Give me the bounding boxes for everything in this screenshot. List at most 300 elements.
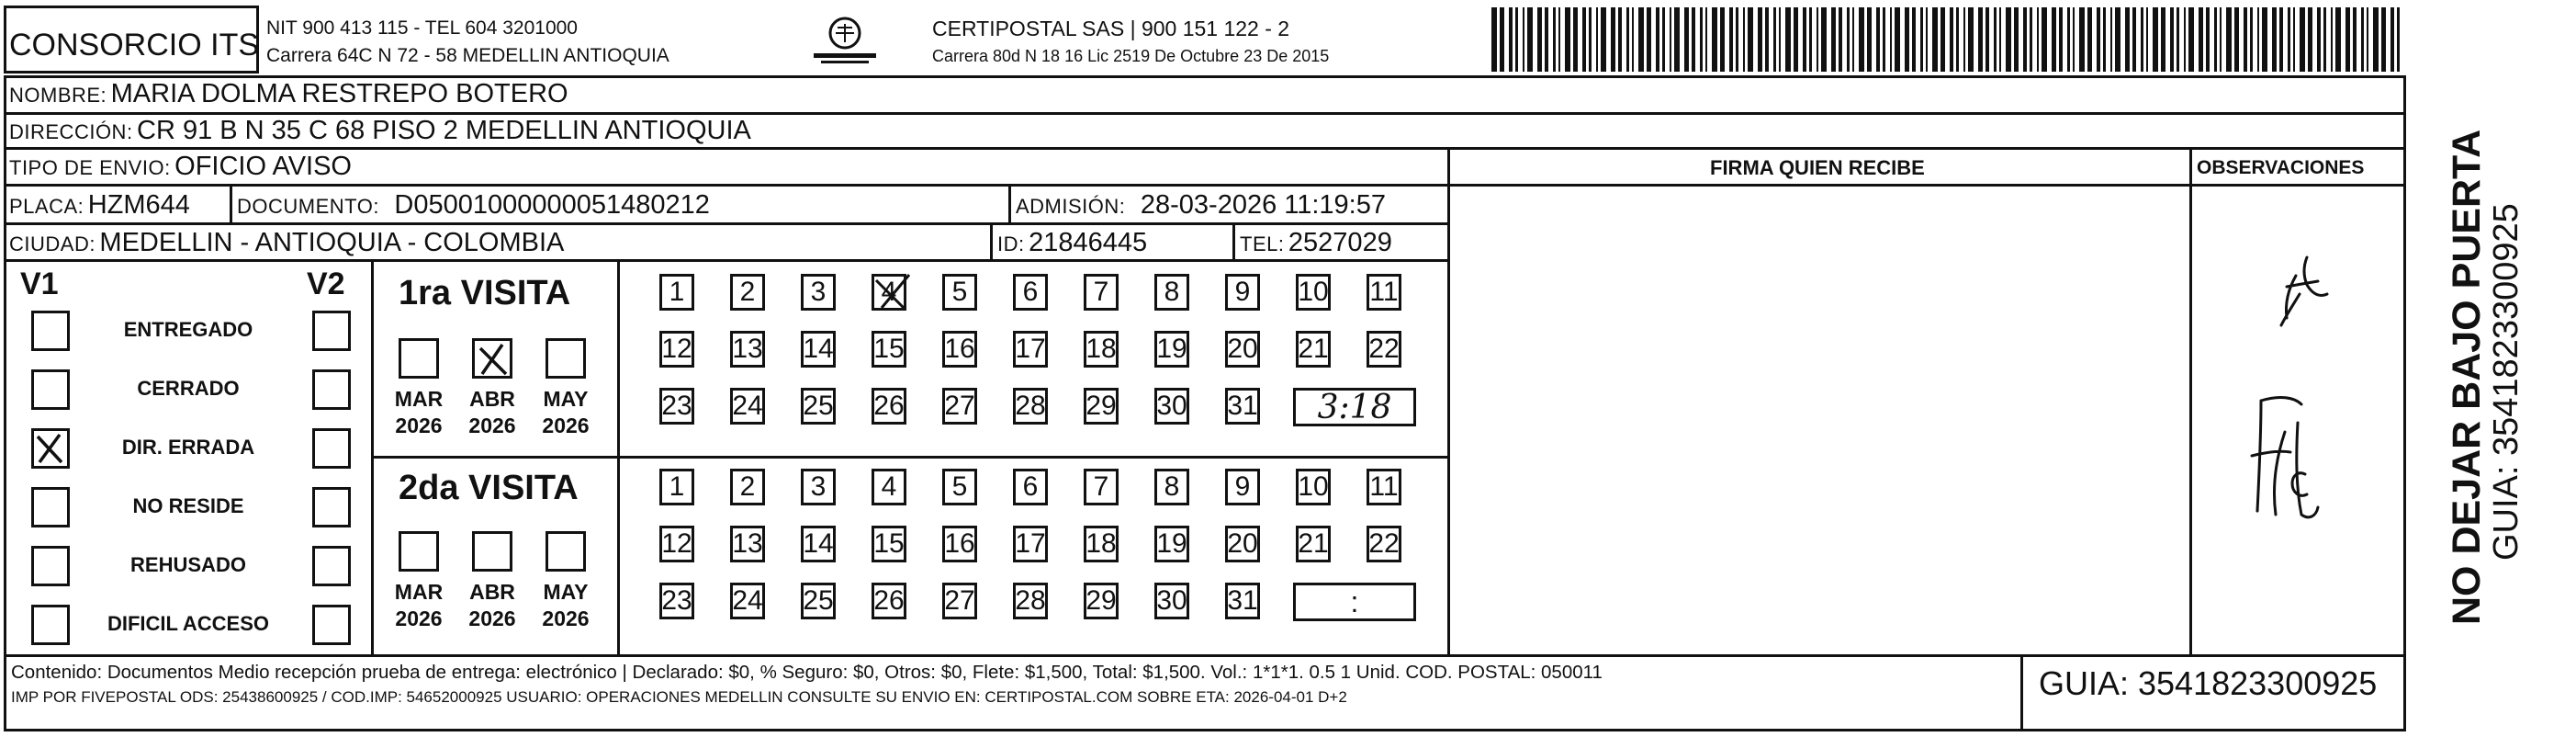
- day-number: 25: [803, 585, 834, 616]
- day-number: 31: [1227, 391, 1258, 421]
- day-number: 22: [1368, 528, 1400, 559]
- barcode-bar: [1515, 7, 1518, 72]
- year-label: 2026: [542, 607, 590, 630]
- day-number: 1: [669, 471, 685, 502]
- status-label: CERRADO: [137, 377, 240, 400]
- second-visit-day-box[interactable]: [1084, 583, 1119, 619]
- first-visit-day-box[interactable]: [1154, 388, 1189, 425]
- barcode-bar: [2103, 7, 2106, 72]
- barcode-bar: [1876, 7, 1880, 72]
- barcode-bar: [1700, 7, 1703, 72]
- handwritten-observation: [2197, 239, 2371, 625]
- year-label: 2026: [395, 414, 443, 437]
- barcode-bar: [2059, 7, 2063, 72]
- second-visit-day-box[interactable]: [1154, 526, 1189, 562]
- barcode-bar: [1553, 7, 1556, 72]
- barcode-bar: [1705, 7, 1707, 72]
- tel-value: 2527029: [1288, 228, 1392, 257]
- barcode-bar: [1912, 7, 1916, 72]
- admision-label: ADMISIÓN:: [1016, 195, 1126, 218]
- barcode-bar: [2188, 7, 2194, 72]
- barcode-bar: [2373, 7, 2379, 72]
- first-visit-day-box[interactable]: [1225, 388, 1260, 425]
- first-visit-day-box[interactable]: [1084, 331, 1119, 368]
- barcode-bar: [1573, 7, 1578, 72]
- barcode-bar: [2115, 7, 2120, 72]
- month-label: ABR: [469, 580, 515, 604]
- barcode-bar: [2067, 7, 2070, 72]
- first-visit-day-box[interactable]: [1013, 274, 1048, 311]
- first-visit-day-box[interactable]: [872, 388, 906, 425]
- barcode-bar: [1859, 7, 1864, 72]
- admision-value: 28-03-2026 11:19:57: [1140, 190, 1386, 220]
- first-visit-day-box[interactable]: [1013, 388, 1048, 425]
- second-visit-month-checkbox[interactable]: [546, 531, 586, 572]
- barcode-bar: [1803, 7, 1806, 72]
- barcode-bar: [1662, 7, 1665, 72]
- barcode-bar: [2097, 7, 2100, 72]
- second-visit-day-box[interactable]: [801, 526, 836, 562]
- day-number: 13: [732, 528, 763, 559]
- ciudad-value: MEDELLIN - ANTIOQUIA - COLOMBIA: [99, 228, 565, 257]
- second-visit-day-box[interactable]: [730, 583, 765, 619]
- day-number: 19: [1156, 528, 1187, 559]
- placa-label: PLACA:: [9, 195, 84, 218]
- barcode-bar: [2390, 7, 2394, 72]
- barcode-bar: [1890, 7, 1892, 72]
- certipostal-logo: [808, 13, 882, 68]
- barcode-bar: [1821, 7, 1827, 72]
- id-value: 21846445: [1029, 228, 1148, 257]
- second-visit-day-box[interactable]: [801, 583, 836, 619]
- second-visit-day-box[interactable]: [659, 583, 694, 619]
- second-visit-day-box[interactable]: [1225, 526, 1260, 562]
- day-number: 17: [1015, 528, 1046, 559]
- day-number: 15: [873, 334, 905, 364]
- barcode-bar: [1932, 7, 1938, 72]
- day-number: 23: [661, 585, 692, 616]
- side-guia: GUIA: 3541823300925: [2487, 203, 2525, 561]
- day-number: 7: [1093, 277, 1109, 307]
- day-number: 20: [1227, 528, 1258, 559]
- barcode-bar: [2272, 7, 2277, 72]
- barcode-bar: [2323, 7, 2326, 72]
- day-number: 12: [661, 334, 692, 364]
- day-number: 4: [881, 471, 897, 502]
- barcode-bar: [2006, 7, 2011, 72]
- second-visit-month-checkbox[interactable]: [472, 531, 512, 572]
- day-number: 28: [1015, 585, 1046, 616]
- barcode-bar: [1491, 7, 1497, 72]
- month-label: MAY: [543, 580, 589, 604]
- day-number: 2: [739, 471, 756, 502]
- status-v1-checkbox[interactable]: [31, 546, 70, 586]
- barcode-bar: [2037, 7, 2039, 72]
- footer-line1: Contenido: Documentos Medio recepción prueba de entrega: electrónico | Declarado: $0, % Seguro: $0, Otros: $0, Flete: $1,500, Total: $1,500. Vol.: 1*1*1. 0.5 1 Unid. COD. POSTAL: 050011: [11, 662, 1603, 683]
- second-visit-day-box[interactable]: [872, 469, 906, 505]
- day-number: 31: [1227, 585, 1258, 616]
- day-number: 27: [944, 585, 975, 616]
- barcode-bar: [1765, 7, 1769, 72]
- barcode-bar: [1743, 7, 1745, 72]
- day-number: 22: [1368, 334, 1400, 364]
- barcode-bar: [1794, 7, 1798, 72]
- barcode-bar: [2087, 7, 2092, 72]
- barcode-bar: [1632, 7, 1634, 72]
- status-v2-checkbox[interactable]: [312, 428, 351, 469]
- day-number: 18: [1086, 528, 1117, 559]
- day-number: 11: [1369, 471, 1399, 502]
- barcode-bar: [2030, 7, 2032, 72]
- barcode-bar: [2079, 7, 2085, 72]
- tipo-label: TIPO DE ENVIO:: [9, 156, 171, 179]
- barcode-bar: [1565, 7, 1570, 72]
- side-no-dejar: NO DEJAR BAJO PUERTA: [2445, 129, 2489, 625]
- second-visit-day-box[interactable]: [1084, 469, 1119, 505]
- barcode-bar: [1736, 7, 1738, 72]
- barcode-bar: [2331, 7, 2333, 72]
- day-number: 17: [1015, 334, 1046, 364]
- first-visit-title: 1ra VISITA: [399, 274, 571, 312]
- year-label: 2026: [468, 414, 516, 437]
- barcode-bar: [2335, 7, 2341, 72]
- barcode-bar: [1817, 7, 1818, 72]
- day-number: 15: [873, 528, 905, 559]
- second-visit-day-box[interactable]: [801, 469, 836, 505]
- day-number: 21: [1298, 528, 1329, 559]
- barcode-bar: [1638, 7, 1644, 72]
- second-visit-day-box[interactable]: [730, 469, 765, 505]
- first-visit-month-checkbox[interactable]: [399, 338, 439, 379]
- barcode-bar: [1839, 7, 1842, 72]
- footer-line2: IMP POR FIVEPOSTAL ODS: 25438600925 / COD.IMP: 54652000925 USUARIO: OPERACIONES MEDELLIN CONSULTE SU ENVIO EN: CERTIPOSTAL.COM SOBRE ETA: 2026-04-01 D+2: [11, 688, 1347, 706]
- first-visit-day-box[interactable]: [1225, 274, 1260, 311]
- barcode-bar: [1779, 7, 1781, 72]
- barcode-bar: [1558, 7, 1560, 72]
- first-visit-day-box[interactable]: [942, 388, 977, 425]
- barcode-bar: [2177, 7, 2179, 72]
- status-v2-checkbox[interactable]: [312, 311, 351, 351]
- first-visit-day-box[interactable]: [801, 388, 836, 425]
- ciudad-label: CIUDAD:: [9, 232, 96, 255]
- second-visit-day-box[interactable]: [1367, 469, 1401, 505]
- barcode-bar: [1895, 7, 1900, 72]
- first-visit-day-box[interactable]: [801, 331, 836, 368]
- barcode-bar: [2234, 7, 2239, 72]
- first-visit-day-box[interactable]: [1084, 388, 1119, 425]
- day-number: 4: [881, 277, 897, 307]
- status-v2-checkbox[interactable]: [312, 487, 351, 527]
- courier-license: Carrera 80d N 18 16 Lic 2519 De Octubre 23 De 2015: [932, 47, 1330, 65]
- status-v2-checkbox[interactable]: [312, 369, 351, 410]
- second-visit-day-box[interactable]: [1367, 526, 1401, 562]
- second-visit-time-box[interactable]: [1293, 583, 1416, 621]
- second-visit-day-box[interactable]: [730, 526, 765, 562]
- day-number: 27: [944, 391, 975, 421]
- barcode-bar: [1950, 7, 1953, 72]
- second-visit-day-box[interactable]: [942, 469, 977, 505]
- second-visit-day-box[interactable]: [1154, 583, 1189, 619]
- barcode-bar: [1712, 7, 1717, 72]
- courier-name: CERTIPOSTAL SAS | 900 151 122 - 2: [932, 17, 1290, 40]
- barcode-bar: [2199, 7, 2203, 72]
- first-visit-day-box[interactable]: [1367, 331, 1401, 368]
- first-visit-day-box[interactable]: [659, 388, 694, 425]
- day-number: 19: [1156, 334, 1187, 364]
- day-number: 11: [1369, 277, 1399, 307]
- first-visit-day-box[interactable]: [1225, 331, 1260, 368]
- first-visit-month-checkbox[interactable]: [546, 338, 586, 379]
- barcode-bar: [2317, 7, 2321, 72]
- main-frame: [4, 75, 2406, 731]
- footer-guia: GUIA: 3541823300925: [2039, 664, 2378, 702]
- barcode-bar: [1999, 7, 2001, 72]
- barcode-bar: [1527, 7, 1533, 72]
- day-number: 16: [944, 334, 975, 364]
- barcode-bar: [2073, 7, 2075, 72]
- barcode-bar: [1692, 7, 1695, 72]
- second-visit-month-checkbox[interactable]: [399, 531, 439, 572]
- first-visit-day-box[interactable]: [1367, 274, 1401, 311]
- first-visit-day-box[interactable]: [872, 331, 906, 368]
- first-visit-day-box[interactable]: [1296, 274, 1331, 311]
- day-number: 5: [951, 277, 968, 307]
- day-number: 26: [873, 585, 905, 616]
- barcode-bar: [1926, 7, 1928, 72]
- first-visit-day-box[interactable]: [730, 388, 765, 425]
- barcode-bar: [1500, 7, 1504, 72]
- status-v1-checkbox[interactable]: [31, 487, 70, 527]
- day-number: 12: [661, 528, 692, 559]
- second-visit-day-box[interactable]: [872, 583, 906, 619]
- first-visit-day-box[interactable]: [942, 274, 977, 311]
- day-check-mark: [872, 271, 915, 321]
- barcode-bar: [2206, 7, 2210, 72]
- day-number: 5: [951, 471, 968, 502]
- barcode-bar: [2345, 7, 2350, 72]
- status-label: DIFICIL ACCESO: [107, 612, 269, 635]
- barcode-bar: [1852, 7, 1854, 72]
- barcode-bar: [1978, 7, 1983, 72]
- company-nit: NIT 900 413 115 - TEL 604 3201000: [266, 17, 578, 39]
- status-label: ENTREGADO: [123, 318, 253, 341]
- status-v1-checkbox[interactable]: [31, 428, 70, 469]
- day-number: 3: [810, 471, 827, 502]
- day-number: 30: [1156, 585, 1187, 616]
- second-visit-day-box[interactable]: [1013, 583, 1048, 619]
- year-label: 2026: [468, 607, 516, 630]
- barcode-bar: [1773, 7, 1776, 72]
- day-number: 28: [1015, 391, 1046, 421]
- barcode-bar: [2214, 7, 2217, 72]
- day-number: 16: [944, 528, 975, 559]
- day-number: 18: [1086, 334, 1117, 364]
- barcode-bar: [1537, 7, 1542, 72]
- barcode-bar: [1596, 7, 1598, 72]
- day-number: 13: [732, 334, 763, 364]
- placa-value: HZM644: [87, 190, 190, 220]
- barcode-bar: [2184, 7, 2186, 72]
- status-label: NO RESIDE: [132, 494, 244, 517]
- barcode-bar: [1618, 7, 1622, 72]
- status-v1-checkbox[interactable]: [31, 369, 70, 410]
- barcode: [1490, 7, 2408, 72]
- barcode-bar: [2353, 7, 2357, 72]
- day-number: 10: [1298, 277, 1329, 307]
- day-number: 21: [1298, 334, 1329, 364]
- first-visit-day-box[interactable]: [659, 331, 694, 368]
- day-number: 24: [732, 391, 763, 421]
- day-number: 25: [803, 391, 834, 421]
- barcode-bar: [1582, 7, 1586, 72]
- barcode-bar: [2042, 7, 2047, 72]
- second-visit-day-box[interactable]: [1225, 469, 1260, 505]
- barcode-bar: [1920, 7, 1923, 72]
- second-visit-day-box[interactable]: [942, 526, 977, 562]
- barcode-bar: [2257, 7, 2259, 72]
- status-v1-checkbox[interactable]: [31, 311, 70, 351]
- first-visit-time-box[interactable]: [1293, 388, 1416, 426]
- barcode-bar: [1601, 7, 1606, 72]
- barcode-bar: [2381, 7, 2386, 72]
- first-visit-day-box[interactable]: [1084, 274, 1119, 311]
- barcode-bar: [1956, 7, 1959, 72]
- day-number: 26: [873, 391, 905, 421]
- status-label: DIR. ERRADA: [121, 436, 255, 459]
- barcode-bar: [2293, 7, 2295, 72]
- day-number: 9: [1234, 277, 1251, 307]
- barcode-bar: [2146, 7, 2148, 72]
- day-number: 3: [810, 277, 827, 307]
- barcode-bar: [2367, 7, 2368, 72]
- second-visit-day-box[interactable]: [659, 469, 694, 505]
- barcode-bar: [1674, 7, 1680, 72]
- first-visit-day-box[interactable]: [1013, 331, 1048, 368]
- barcode-bar: [1847, 7, 1850, 72]
- barcode-bar: [1656, 7, 1659, 72]
- day-number: 9: [1234, 471, 1251, 502]
- barcode-bar: [1684, 7, 1689, 72]
- barcode-bar: [1905, 7, 1909, 72]
- barcode-bar: [2023, 7, 2027, 72]
- barcode-bar: [2250, 7, 2253, 72]
- barcode-bar: [1509, 7, 1513, 72]
- documento-label: DOCUMENTO:: [237, 195, 379, 218]
- status-v2-checkbox[interactable]: [312, 546, 351, 586]
- barcode-bar: [1647, 7, 1651, 72]
- second-visit-title: 2da VISITA: [399, 469, 579, 507]
- barcode-bar: [2300, 7, 2305, 72]
- year-label: 2026: [542, 414, 590, 437]
- second-visit-day-box[interactable]: [1013, 469, 1048, 505]
- second-visit-day-box[interactable]: [1296, 469, 1331, 505]
- second-visit-day-box[interactable]: [1084, 526, 1119, 562]
- first-visit-day-box[interactable]: [872, 274, 906, 311]
- day-number: 6: [1022, 277, 1039, 307]
- barcode-bar: [2288, 7, 2290, 72]
- barcode-bar: [2132, 7, 2136, 72]
- barcode-bar: [2361, 7, 2364, 72]
- barcode-bar: [2279, 7, 2283, 72]
- tipo-value: OFICIO AVISO: [174, 152, 352, 181]
- second-visit-day-box[interactable]: [1013, 526, 1048, 562]
- barcode-bar: [1809, 7, 1812, 72]
- barcode-bar: [1968, 7, 1974, 72]
- status-label: REHUSADO: [130, 553, 246, 576]
- day-number: 2: [739, 277, 756, 307]
- company-address: Carrera 64C N 72 - 58 MEDELLIN ANTIOQUIA: [266, 45, 669, 66]
- barcode-bar: [1670, 7, 1671, 72]
- second-visit-day-box[interactable]: [1154, 469, 1189, 505]
- barcode-bar: [1758, 7, 1762, 72]
- barcode-bar: [1994, 7, 1997, 72]
- direccion-value: CR 91 B N 35 C 68 PISO 2 MEDELLIN ANTIOQUIA: [137, 116, 751, 145]
- day-number: 6: [1022, 471, 1039, 502]
- day-number: 14: [803, 334, 834, 364]
- barcode-bar: [2110, 7, 2112, 72]
- barcode-bar: [2262, 7, 2267, 72]
- barcode-bar: [2153, 7, 2158, 72]
- day-number: 29: [1086, 585, 1117, 616]
- second-visit-day-box[interactable]: [942, 583, 977, 619]
- day-number: 7: [1093, 471, 1109, 502]
- barcode-bar: [2052, 7, 2056, 72]
- day-number: 30: [1156, 391, 1187, 421]
- barcode-bar: [1985, 7, 1989, 72]
- first-visit-day-box[interactable]: [730, 331, 765, 368]
- barcode-bar: [2244, 7, 2247, 72]
- barcode-bar: [1545, 7, 1548, 72]
- first-visit-month-checkbox[interactable]: [472, 338, 512, 379]
- barcode-bar: [1940, 7, 1945, 72]
- barcode-bar: [1720, 7, 1725, 72]
- status-v2-checkbox[interactable]: [312, 605, 351, 645]
- barcode-bar: [1883, 7, 1885, 72]
- tel-label: TEL:: [1240, 232, 1285, 255]
- barcode-bar: [1867, 7, 1872, 72]
- day-number: 1: [669, 277, 685, 307]
- barcode-bar: [2161, 7, 2165, 72]
- nombre-value: MARIA DOLMA RESTREPO BOTERO: [110, 79, 568, 108]
- second-visit-day-box[interactable]: [872, 526, 906, 562]
- status-v1-checkbox[interactable]: [31, 605, 70, 645]
- second-visit-day-box[interactable]: [1225, 583, 1260, 619]
- first-visit-day-box[interactable]: [659, 274, 694, 311]
- second-visit-day-box[interactable]: [659, 526, 694, 562]
- barcode-bar: [1963, 7, 1965, 72]
- second-visit-day-box[interactable]: [1296, 526, 1331, 562]
- day-number: 14: [803, 528, 834, 559]
- month-label: MAR: [394, 580, 444, 604]
- visit-time: :: [1350, 584, 1359, 618]
- barcode-bar: [2226, 7, 2232, 72]
- v2-label: V2: [307, 266, 345, 301]
- barcode-bar: [1831, 7, 1836, 72]
- first-visit-day-box[interactable]: [1154, 331, 1189, 368]
- first-visit-day-box[interactable]: [730, 274, 765, 311]
- barcode-bar: [1589, 7, 1592, 72]
- day-number: 24: [732, 585, 763, 616]
- day-number: 10: [1298, 471, 1329, 502]
- day-number: 20: [1227, 334, 1258, 364]
- first-visit-day-box[interactable]: [1154, 274, 1189, 311]
- first-visit-day-box[interactable]: [1296, 331, 1331, 368]
- first-visit-day-box[interactable]: [801, 274, 836, 311]
- barcode-bar: [1729, 7, 1733, 72]
- first-visit-day-box[interactable]: [942, 331, 977, 368]
- day-number: 23: [661, 391, 692, 421]
- day-number: 8: [1164, 471, 1180, 502]
